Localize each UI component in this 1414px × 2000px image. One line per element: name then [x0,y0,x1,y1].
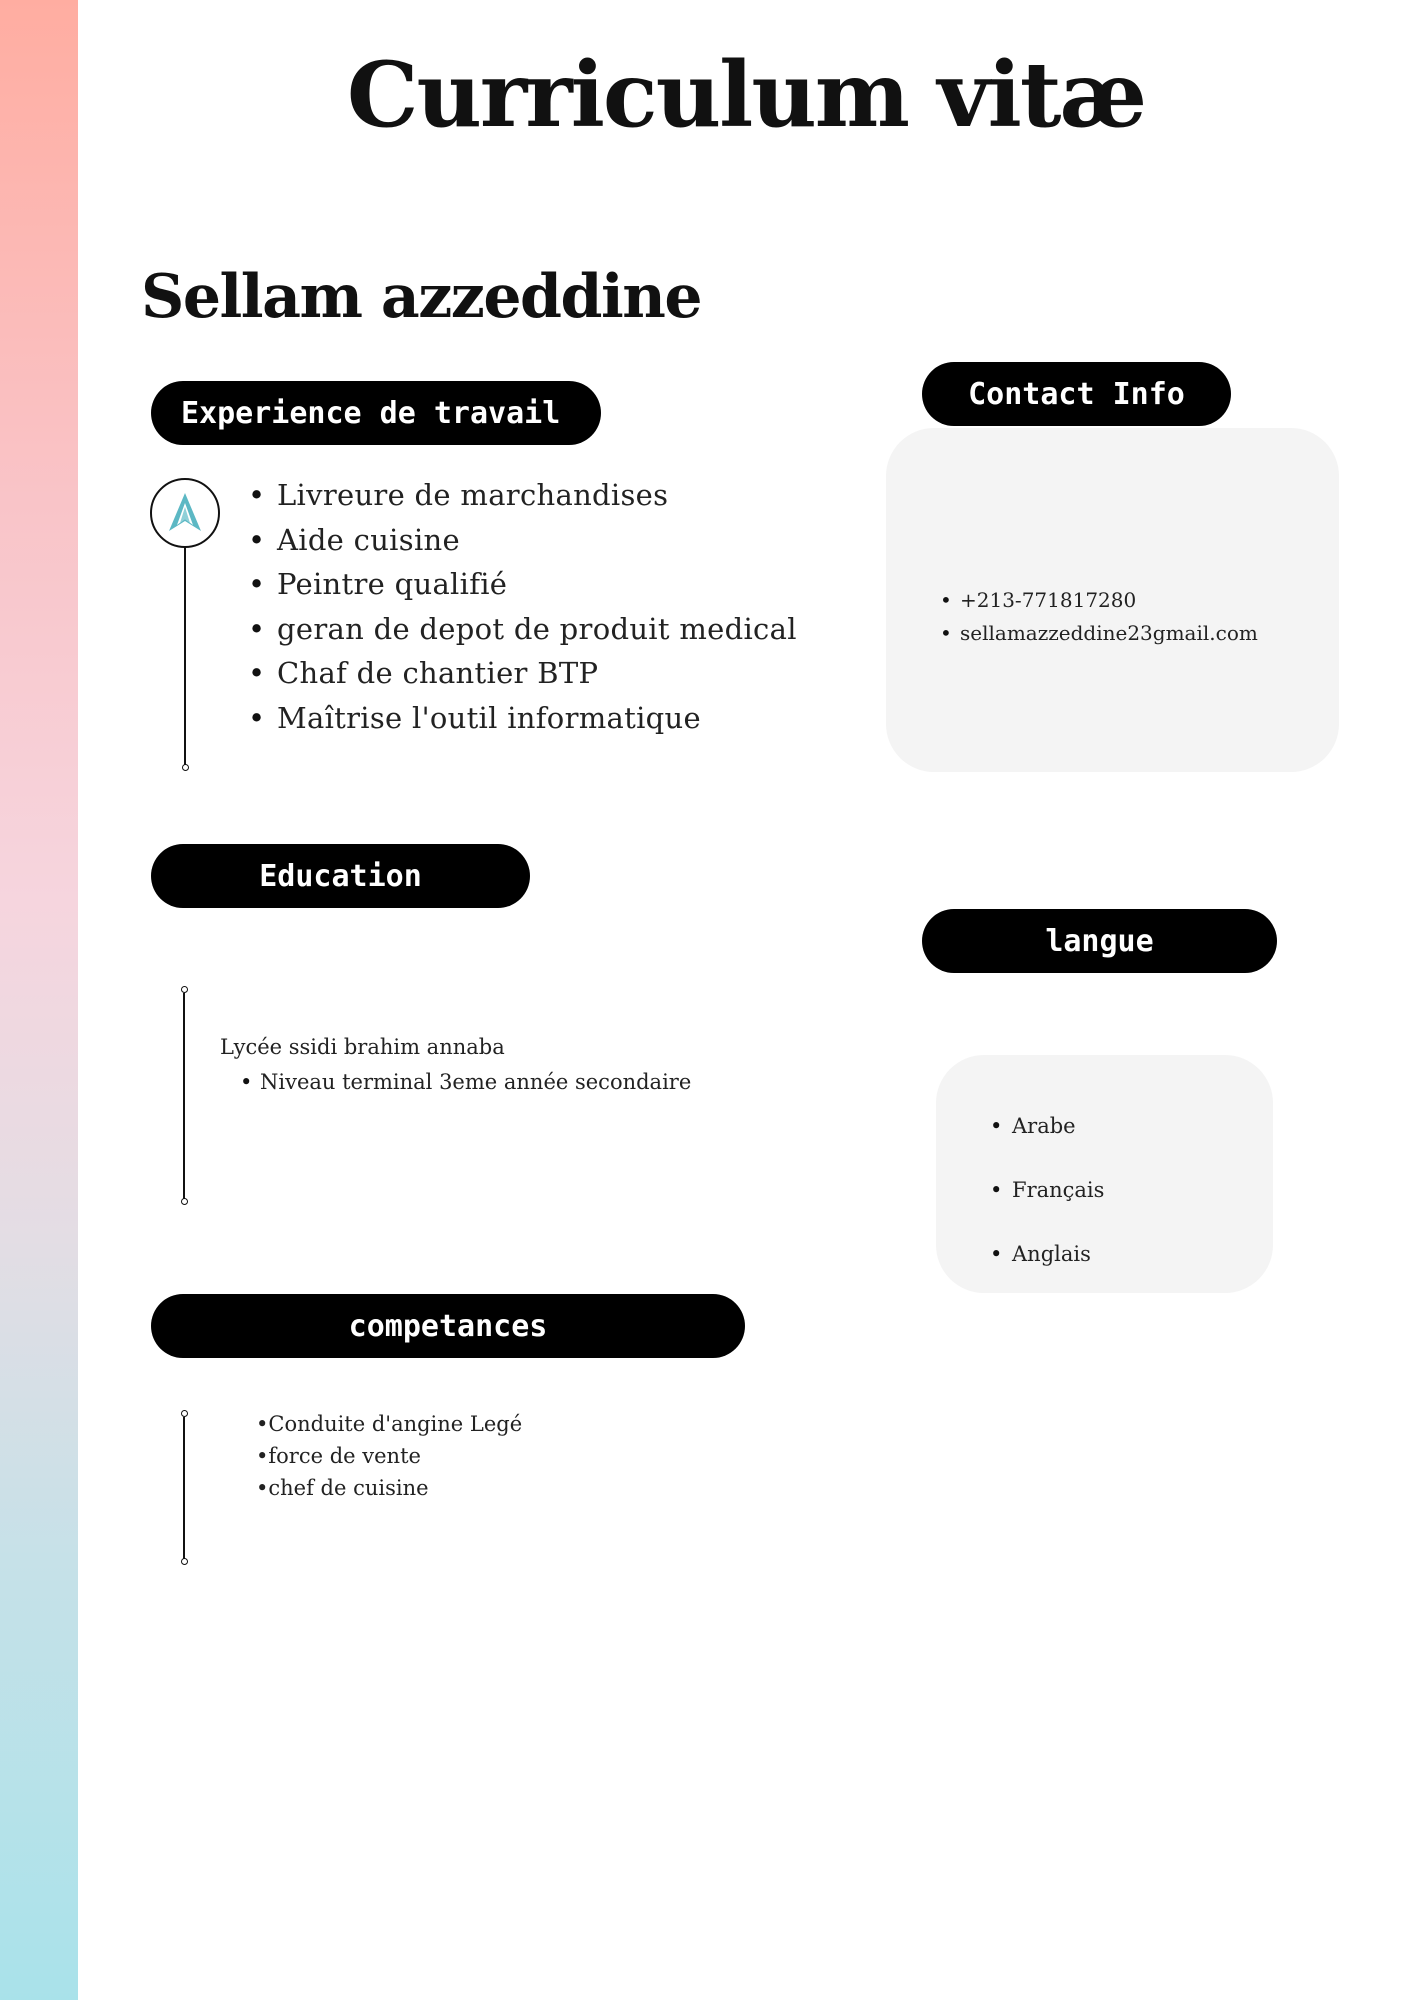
list-item: • Anglais [990,1222,1104,1286]
decorative-side-strip [0,0,78,2000]
list-item: • Livreure de marchandises [248,473,797,518]
langue-list [990,1094,1104,1286]
arrow-logo-icon [165,491,205,535]
timeline-end-dot [181,1198,188,1205]
experience-list [248,473,797,740]
timeline-start-dot [181,986,188,993]
education-heading: Education [151,844,530,908]
person-name: Sellam azzeddine [141,262,702,332]
list-item: • Maîtrise l'outil informatique [248,696,797,741]
contact-heading: Contact Info [922,362,1231,426]
list-item: • Arabe [990,1094,1104,1158]
list-item: •Conduite d'angine Legé [256,1412,523,1436]
list-item: • Niveau terminal 3eme année secondaire [240,1067,691,1097]
contact-list [940,584,1258,650]
list-item: • Aide cuisine [248,518,797,563]
list-item: • Peintre qualifié [248,562,797,607]
list-item: •chef de cuisine [256,1476,429,1500]
logo [150,478,220,548]
langue-card [936,1055,1273,1293]
email-address: • sellamazzeddine23gmail.com [940,617,1258,650]
competances-heading: competances [151,1294,745,1358]
list-item: • geran de depot de produit medical [248,607,797,652]
list-item: •force de vente [256,1444,421,1468]
list-item: • Chaf de chantier BTP [248,651,797,696]
experience-heading: Experience de travail [151,381,601,445]
education-timeline [183,993,185,1200]
timeline-end-dot [182,764,189,771]
list-item: • Français [990,1158,1104,1222]
page-title: Curriculum vitæ [346,42,1146,148]
timeline-end-dot [181,1558,188,1565]
competances-timeline [183,1417,185,1560]
experience-timeline [184,547,186,767]
timeline-start-dot [181,1410,188,1417]
school-name: Lycée ssidi brahim annaba [220,1035,505,1059]
phone-number: • +213-771817280 [940,584,1258,617]
langue-heading: langue [922,909,1277,973]
competances-list [256,1408,522,1504]
education-list [240,1067,691,1097]
